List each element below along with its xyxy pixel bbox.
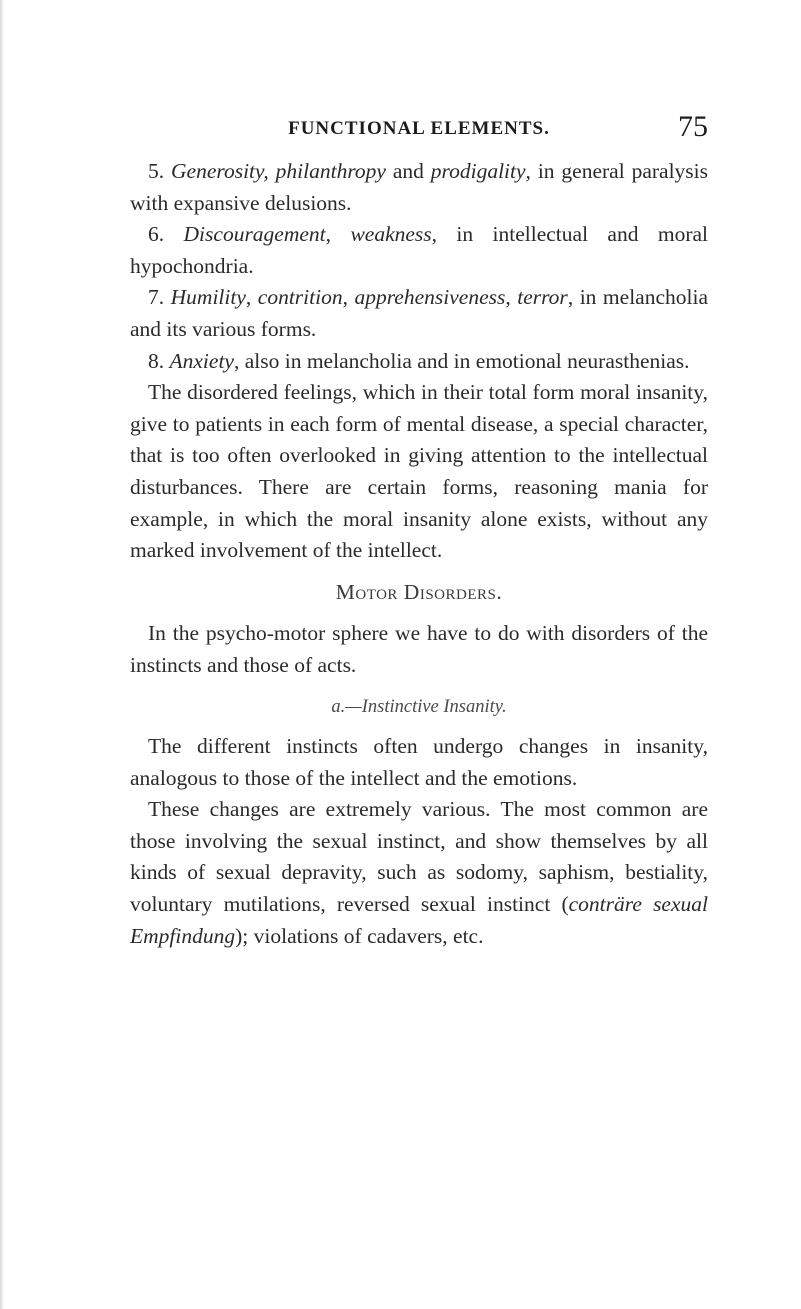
- changes-term: conträre sexual Empfindung: [130, 892, 708, 948]
- item-term: prodigality: [430, 159, 526, 183]
- item-text: , in general paralysis with expansive delusions.: [130, 159, 709, 215]
- list-item-5: [130, 156, 708, 219]
- list-item-8: [130, 346, 708, 378]
- subsection-title: Instinctive Insanity.: [361, 696, 507, 717]
- paragraph-instincts: The different instincts often undergo changes in insanity, analogous to those of the intellect and the emotions.: [130, 734, 708, 790]
- item-number: 6.: [148, 222, 165, 247]
- subsection-heading: [130, 692, 708, 724]
- page-edge-shadow: [0, 0, 4, 1309]
- running-head: FUNCTIONAL ELEMENTS.: [288, 118, 550, 139]
- item-text: ,: [505, 285, 518, 310]
- body-text: [130, 156, 708, 952]
- changes-rest: ); violations of cadavers, etc.: [235, 923, 484, 948]
- item-number: 8.: [148, 348, 165, 373]
- item-text: , in intellectual and moral hypochondria.: [130, 222, 709, 278]
- list-item-7: [130, 282, 708, 345]
- section-heading: Motor Disorders.: [335, 579, 503, 604]
- paragraph-changes: [130, 794, 708, 952]
- item-number: 5.: [148, 159, 165, 183]
- item-text: , also in melancholia and in emotional neurasthenias.: [233, 348, 690, 373]
- changes-text: These changes are extremely various. The most common are those involving the sexual instinct, and show themselves by all kinds of sexual depravity, such as sodomy, saphism, bestiality, voluntary mutilations, reversed sexual instinct (: [130, 797, 708, 917]
- item-text: and: [385, 159, 431, 183]
- list-item-6: [130, 219, 708, 282]
- item-term: Discouragement: [183, 222, 326, 247]
- paragraph-moral-insanity: The disordered feelings, which in their total form moral insanity, give to patients in each form of mental disease, a special character, that is too often overlooked in giving attention to the intellectual disturbances. There are certain forms, reasoning mania for example, in which the moral insanity alone exists, without any marked involvement of the intellect.: [130, 380, 708, 563]
- item-text: ,: [325, 222, 351, 247]
- page-number: 75: [678, 110, 708, 143]
- item-term: weakness: [350, 222, 432, 247]
- item-text: , in melancholia and its various forms.: [130, 285, 709, 341]
- page-header: [130, 110, 708, 148]
- item-term: Anxiety: [169, 348, 234, 373]
- item-number: 7.: [148, 285, 165, 310]
- item-text: ,: [245, 285, 258, 310]
- item-term: terror: [517, 285, 568, 310]
- item-term: Humility: [170, 285, 246, 310]
- item-term: contrition: [257, 285, 343, 310]
- paragraph-psycho-motor: In the psycho-motor sphere we have to do with disorders of the instincts and those of acts.: [130, 621, 708, 677]
- item-term: Generosity, philanthropy: [171, 159, 386, 183]
- subsection-prefix: a.—: [331, 696, 362, 717]
- item-term: apprehensiveness: [354, 285, 506, 310]
- item-text: ,: [342, 285, 355, 310]
